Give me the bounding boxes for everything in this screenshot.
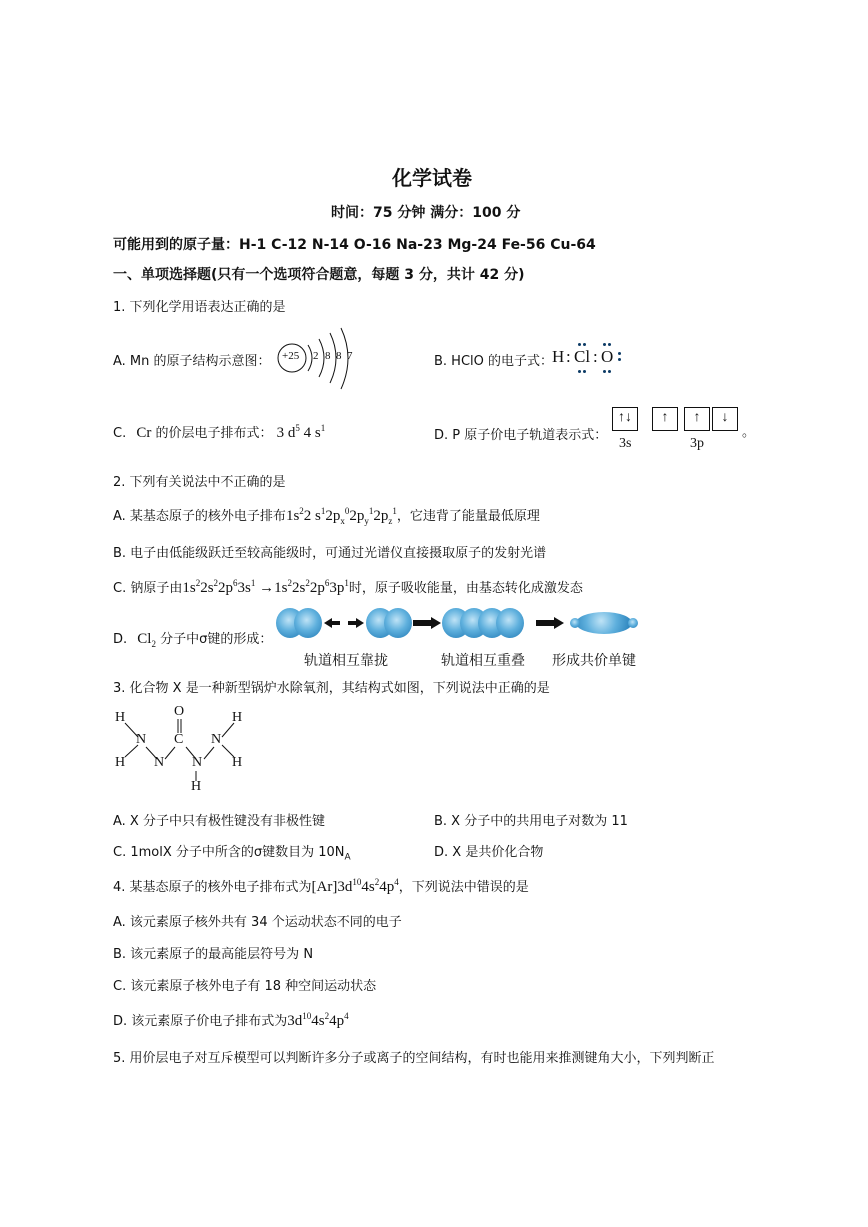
mn-shell-3: 8 [336,350,342,362]
q4-config: [Ar]3d [311,879,353,895]
atom-h: H [115,755,126,770]
q1-option-c [113,422,325,442]
q1-c-3d-sup: 5 [295,423,300,433]
q2-c-suffix: 时，原子吸收能量，由基态转化成激发态 [348,581,583,596]
label-single-bond: 形成共价单键 [552,653,636,669]
q2-option-d [113,628,272,648]
arrow-right-icon [413,616,441,630]
p-orbital-diagram [612,407,756,457]
q4-option-b: B. 该元素原子的最高能层符号为 N [113,947,314,962]
label-approach: 轨道相互靠拢 [304,653,388,669]
q1-stem: 1. 下列化学用语表达正确的是 [113,300,286,315]
q1-option-a: A. Mn 的原子结构示意图： [113,354,271,369]
q4-option-c: C. 该元素原子核外电子有 18 种空间运动状态 [113,979,377,994]
q2-a-suffix: ，它违背了能量最低原理 [396,509,540,524]
hclo-electron-formula [552,343,632,379]
atom-n: N [192,755,203,770]
q4-option-a: A. 该元素原子核外共有 34 个运动状态不同的电子 [113,915,402,930]
orbital-box-3p-1: ↑ [652,407,678,431]
atom-o: O [174,704,185,719]
mn-nucleus-label: +25 [282,350,300,362]
formula-cl: Cl [574,347,591,366]
q2-d-cl: Cl [137,631,152,647]
q1-c-4s: 4 s [303,425,321,441]
q1-c-3d: 3 d [276,425,296,441]
formula-colon-2: : [593,347,598,366]
atomic-masses: 可能用到的原子量：H-1 C-12 N-14 O-16 Na-23 Mg-24 Fe-56 Cu-64 [113,237,596,253]
q3-stem: 3. 化合物 X 是一种新型锅炉水除氧剂，其结构式如图，下列说法中正确的是 [113,681,550,696]
label-3s: 3s [619,436,632,451]
label-3p: 3p [690,436,704,451]
atom-h: H [115,710,126,725]
q4-option-d: D. 该元素原子价电子排布式为$3d^{10}4s^24p^4$ [113,1011,349,1029]
formula-o: O [601,347,614,366]
formula-colon-1: : [566,347,571,366]
q1-c-prefix: C. [113,426,127,441]
mn-shell-4: 7 [347,350,353,362]
q2-d-cl-sub: 2 [151,639,156,649]
atom-h: H [191,779,202,794]
section-heading: 一、单项选择题(只有一个选项符合题意，每题 3 分，共计 42 分) [113,267,525,283]
compound-x-structure [110,703,260,795]
orbital-box-3p-2: ↑ [684,407,710,431]
q2-a-prefix: A. 某基态原子的核外电子排布 [113,509,286,524]
atom-n: N [154,755,165,770]
atom-n: N [136,732,147,747]
q2-c-prefix: C. 钠原子由 [113,581,183,596]
orbital-box-3s: ↑↓ [612,407,638,431]
q2-stem: 2. 下列有关说法中不正确的是 [113,475,286,490]
q3-c-sub: A [344,852,351,863]
mn-shell-2: 8 [325,350,331,362]
q1-c-text: 的价层电子排布式： [151,426,273,441]
approach-arrows-icon [324,616,364,630]
q1-option-b: B. HClO 的电子式： [434,354,554,369]
atom-h: H [232,710,243,725]
q3-c-text: C. 1molX 分子中所含的σ键数目为 10N [113,845,345,860]
q3-option-c [113,841,351,863]
q4-stem-prefix: 4. 某基态原子的核外电子排布式为 [113,880,312,895]
q1-c-elem: Cr [136,425,152,441]
formula-h: H [552,347,565,366]
q2-d-prefix: D. [113,632,128,647]
q2-d-mid: 分子中σ键的形成： [155,632,273,647]
q2-option-b: B. 电子由低能级跃迁至较高能级时，可通过光谱仪直接摄取原子的发射光谱 [113,546,547,561]
atom-n: N [211,732,222,747]
q2-option-a: A. 某基态原子的核外电子排布$1s^22$ $s^12p_x^02p_y^12p_z^1$，它违背了能量最低原理 [113,506,540,526]
atom-c: C [174,732,184,747]
q4-stem-suffix: ，下列说法中错误的是 [398,880,529,895]
q3-option-b: B. X 分子中的共用电子对数为 11 [434,814,628,829]
q3-option-d: D. X 是共价化合物 [434,845,544,860]
arrow-right-icon [536,616,564,630]
q4-stem: 4. 某基态原子的核外电子排布式为$[Ar]3d^{10}4s^24p^4$，下列说法中错误的是 [113,877,529,895]
q3-option-a: A. X 分子中只有极性键没有非极性键 [113,814,325,829]
label-overlap: 轨道相互重叠 [441,653,525,669]
q1-option-d: D. P 原子价电子轨道表示式： [434,428,608,443]
orbital-box-3p-3: ↓ [712,407,738,431]
q2-option-c: C. 钠原子由$1s^22s^22p^63s^1 \to 1s^22s^22p^63p^1$时，原子吸收能量，由基态转化成激发态 [113,578,583,596]
page-title: 化学试卷 [392,166,472,190]
exam-meta: 时间：75 分钟 满分：100 分 [331,205,521,221]
q5-stem: 5. 用价层电子对互斥模型可以判断许多分子或离子的空间结构，有时也能用来推测键角大小，下列判断正 [113,1051,715,1066]
q1-c-4s-sup: 1 [320,423,326,433]
period-mark: 。 [742,425,756,440]
q2-c-arrow: → [259,580,275,596]
mn-shell-1: 2 [313,350,319,362]
q4-d-prefix: D. 该元素原子价电子排布式为 [113,1014,288,1029]
atom-h: H [232,755,243,770]
